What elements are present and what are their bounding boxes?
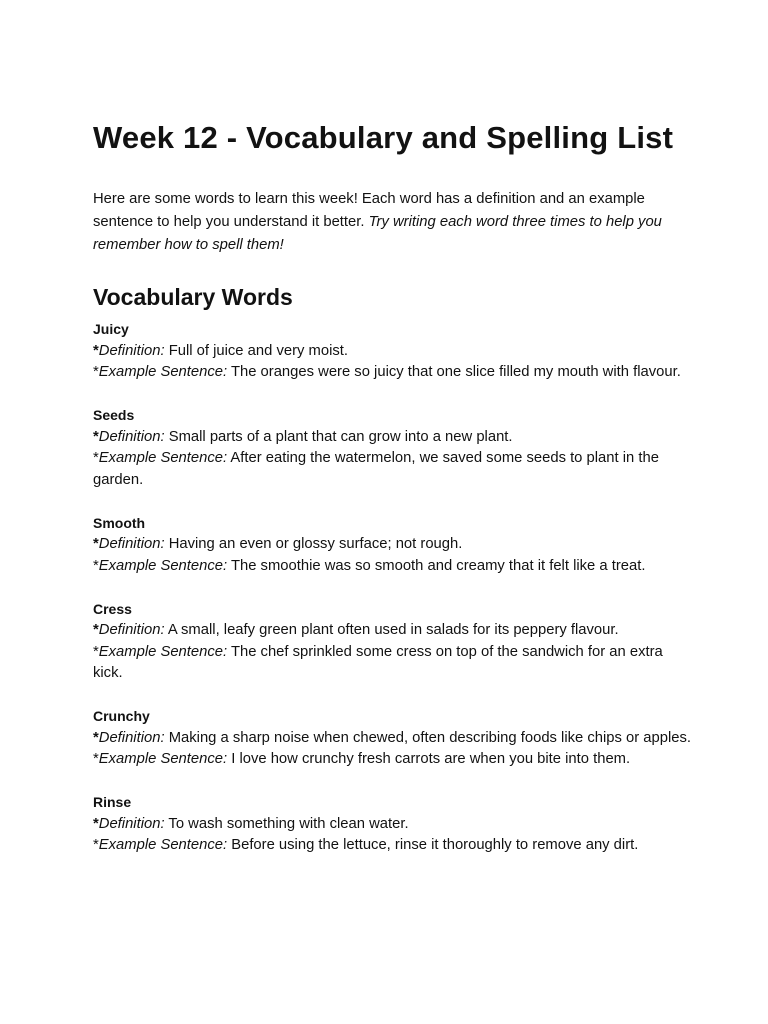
definition-line — [93, 341, 694, 363]
example-marker: * — [93, 450, 99, 466]
vocab-word: Rinse — [93, 794, 132, 810]
vocab-word: Seeds — [93, 407, 135, 423]
section-heading: Vocabulary Words — [93, 284, 293, 310]
example-sentence: Before using the lettuce, rinse it thoroughly to remove any dirt. — [231, 837, 639, 853]
example-sentence: The smoothie was so smooth and creamy that it felt like a treat. — [230, 557, 646, 574]
example-line — [93, 556, 694, 578]
vocab-entry-seeds — [93, 405, 694, 491]
example-line — [93, 362, 694, 384]
definition-text: Making a sharp noise when chewed, often describing foods like chips or apples. — [168, 729, 692, 746]
definition-label: Definition: — [98, 815, 165, 832]
intro-tip: Try writing each word three times to help you remember how to spell them! — [93, 214, 662, 253]
example-line — [93, 835, 694, 857]
example-line — [93, 448, 694, 491]
example-label: Example Sentence: — [98, 751, 228, 767]
vocab-entry-rinse — [93, 792, 694, 857]
intro-text: Here are some words to learn this week! Each word has a definition and an example sentence to help you understand it better. — [93, 191, 645, 230]
definition-label: Definition: — [98, 342, 165, 359]
example-line — [93, 749, 694, 771]
definition-line — [93, 814, 694, 836]
example-label: Example Sentence: — [98, 557, 228, 574]
definition-line — [93, 620, 694, 642]
example-label: Example Sentence: — [98, 837, 228, 853]
definition-text: Full of juice and very moist. — [168, 342, 348, 359]
vocab-entry-smooth — [93, 513, 694, 578]
example-label: Example Sentence: — [98, 364, 228, 380]
example-sentence: The chef sprinkled some cress on top of the sandwich for an extra kick. — [93, 643, 663, 681]
example-sentence: I love how crunchy fresh carrots are when you bite into them. — [231, 751, 631, 767]
definition-label: Definition: — [98, 536, 165, 552]
example-label: Example Sentence: — [98, 450, 228, 466]
definition-marker: * — [93, 815, 99, 832]
definition-label: Definition: — [98, 729, 165, 746]
vocab-entry-cress — [93, 599, 694, 685]
definition-text: Small parts of a plant that can grow into a new plant. — [168, 428, 513, 445]
vocab-entry-juicy — [93, 319, 694, 384]
definition-label: Definition: — [98, 622, 165, 638]
example-label: Example Sentence: — [98, 643, 228, 660]
definition-marker: * — [93, 428, 99, 445]
example-sentence: The oranges were so juicy that one slice filled my mouth with flavour. — [230, 364, 681, 380]
definition-marker: * — [93, 536, 99, 552]
page-title: Week 12 - Vocabulary and Spelling List — [93, 120, 674, 155]
example-sentence: After eating the watermelon, we saved some seeds to plant in the garden. — [93, 450, 659, 488]
vocab-word: Crunchy — [93, 708, 150, 724]
example-marker: * — [93, 557, 99, 574]
example-marker: * — [93, 751, 99, 767]
example-marker: * — [93, 364, 99, 380]
definition-marker: * — [93, 342, 99, 359]
definition-text: A small, leafy green plant often used in salads for its peppery flavour. — [167, 622, 619, 638]
definition-marker: * — [93, 622, 99, 638]
example-marker: * — [93, 837, 99, 853]
vocab-word: Cress — [93, 600, 132, 617]
vocab-entry-crunchy — [93, 706, 694, 771]
definition-text: To wash something with clean water. — [168, 815, 409, 832]
definition-marker: * — [93, 729, 99, 746]
definition-line — [93, 427, 694, 449]
vocab-word: Juicy — [93, 321, 129, 337]
definition-text: Having an even or glossy surface; not rough. — [168, 536, 463, 552]
definition-line — [93, 534, 694, 556]
vocab-word: Smooth — [93, 514, 146, 531]
example-line — [93, 642, 694, 685]
intro-paragraph — [93, 188, 694, 257]
definition-label: Definition: — [98, 428, 165, 445]
definition-line — [93, 728, 694, 750]
vocabulary-list — [93, 319, 694, 857]
example-marker: * — [93, 643, 99, 660]
